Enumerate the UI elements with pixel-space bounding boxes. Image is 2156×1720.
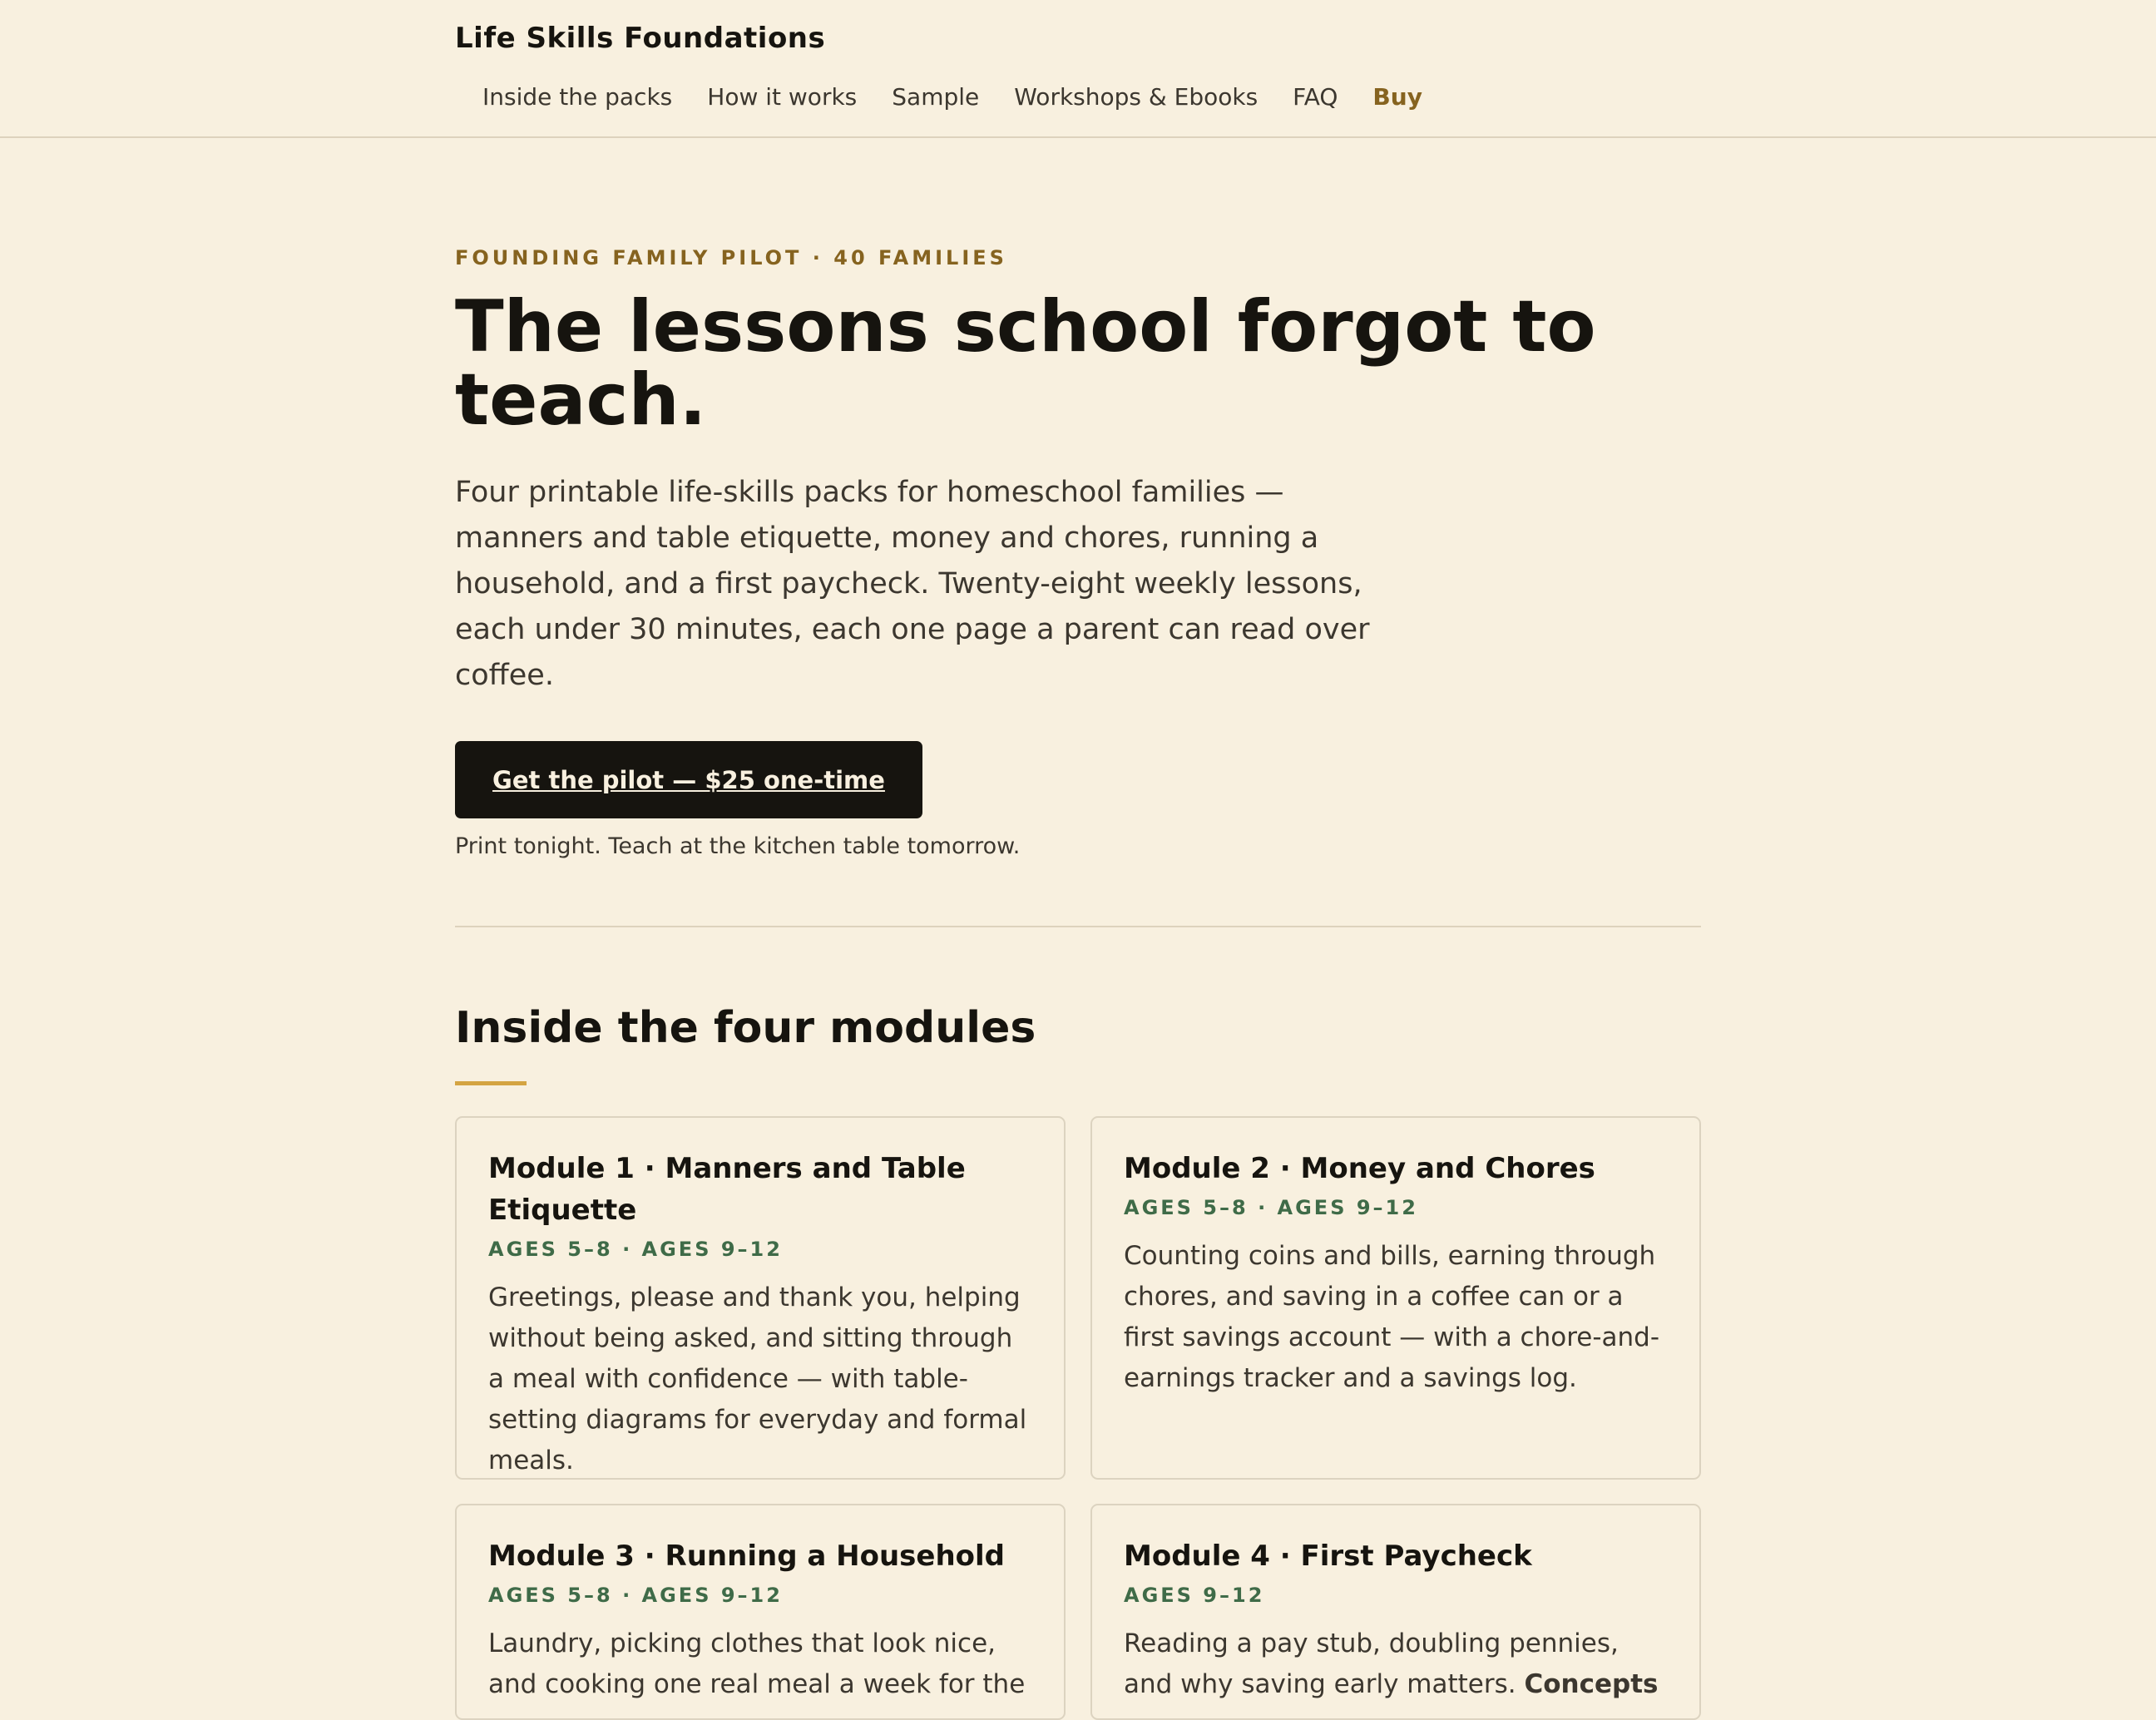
nav-link-sample[interactable]: Sample bbox=[892, 82, 980, 111]
nav-link-how-it-works[interactable]: How it works bbox=[707, 82, 858, 111]
module-card-3 bbox=[455, 1504, 1066, 1720]
get-pilot-button[interactable]: Get the pilot — $25 one-time bbox=[455, 741, 922, 818]
nav-link-buy[interactable]: Buy bbox=[1372, 82, 1422, 111]
module-card-ages: AGES 5–8 · AGES 9–12 bbox=[488, 1238, 783, 1261]
nav-link-faq[interactable]: FAQ bbox=[1293, 82, 1338, 111]
module-card-4 bbox=[1090, 1504, 1701, 1720]
module-card-ages: AGES 5–8 · AGES 9–12 bbox=[488, 1584, 783, 1607]
hero-lead: Four printable life-skills packs for homeschool families — manners and table etiquette, money and chores, running a household, and a first paycheck. Twenty-eight weekly lessons, each under 30 minutes, each one page a parent can read over coffee. bbox=[455, 476, 1370, 692]
modules-section-title: Inside the four modules bbox=[455, 1003, 1036, 1053]
module-card-title: Module 4 · First Paycheck bbox=[1124, 1540, 1532, 1573]
section-title-accent-bar bbox=[455, 1081, 527, 1085]
module-card-2 bbox=[1090, 1116, 1701, 1480]
module-card-ages: AGES 5–8 · AGES 9–12 bbox=[1124, 1196, 1418, 1219]
cta-note: Print tonight. Teach at the kitchen table tomorrow. bbox=[455, 833, 1021, 859]
hero-title: The lessons school forgot to teach. bbox=[455, 285, 1596, 442]
module-card-1 bbox=[455, 1116, 1066, 1480]
module-card-description: Laundry, picking clothes that look nice, and cooking one real meal a week for the bbox=[488, 1629, 1026, 1699]
module-card-title: Module 2 · Money and Chores bbox=[1124, 1152, 1595, 1185]
module-card-description-bold: Concepts bbox=[1524, 1669, 1659, 1699]
module-card-description bbox=[1124, 1624, 1668, 1705]
main-nav bbox=[455, 78, 1422, 115]
module-card-ages: AGES 9–12 bbox=[1124, 1584, 1265, 1607]
hero-eyebrow: FOUNDING FAMILY PILOT · 40 FAMILIES bbox=[455, 246, 1007, 269]
brand-logo-text[interactable]: Life Skills Foundations bbox=[455, 22, 826, 55]
site-header bbox=[0, 0, 2156, 138]
module-card-description: Counting coins and bills, earning through chores, and saving in a coffee can or a first savings account — with a chore-and-earnings tracker and a savings log. bbox=[1124, 1241, 1660, 1393]
nav-link-workshops-ebooks[interactable]: Workshops & Ebooks bbox=[1014, 82, 1258, 111]
module-card-title: Module 1 · Manners and Table Etiquette bbox=[488, 1152, 966, 1227]
section-divider bbox=[455, 926, 1701, 927]
module-card-title: Module 3 · Running a Household bbox=[488, 1540, 1006, 1573]
nav-link-inside-the-packs[interactable]: Inside the packs bbox=[482, 82, 673, 111]
module-card-description: Greetings, please and thank you, helping without being asked, and sitting through a meal with confidence — with table-setting diagrams for everyday and formal meals. bbox=[488, 1283, 1027, 1475]
module-card-description-text: Reading a pay stub, doubling pennies, and why saving early matters. bbox=[1124, 1629, 1619, 1699]
